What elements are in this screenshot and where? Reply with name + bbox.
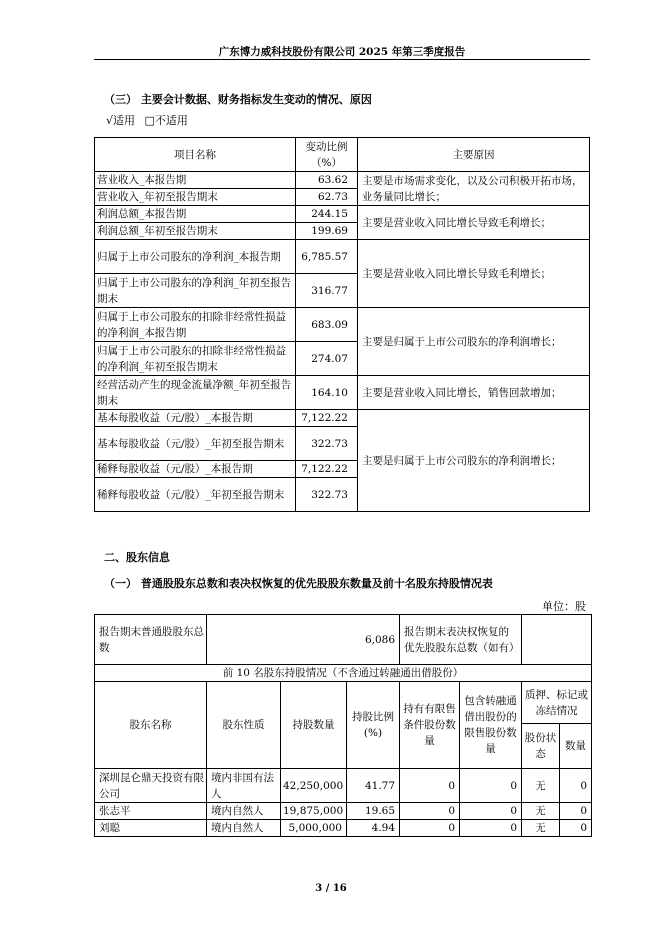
col-header-restricted: 持有有限售条件股份数量 [400, 682, 460, 769]
holder-lent: 0 [460, 769, 522, 803]
shareholder-subsection-title: （一） 普通股股东总数和表决权恢复的优先股股东数量及前十名股东持股情况表 [104, 577, 493, 590]
row-item: 归属于上市公司股东的扣除非经常性损益的净利润_年初至报告期末 [95, 342, 296, 376]
row-reason: 主要是市场需求变化，以及公司积极开拓市场，业务量同比增长； [358, 172, 590, 206]
holder-restricted: 0 [400, 820, 460, 837]
holder-ratio: 41.77 [347, 769, 400, 803]
holder-nature: 境内自然人 [207, 820, 281, 837]
row-item: 经营活动产生的现金流量净额_年初至报告期末 [95, 376, 296, 410]
holder-pledge-status: 无 [522, 769, 560, 803]
row-item: 营业收入_本报告期 [95, 172, 296, 189]
holder-pledge-qty: 0 [560, 769, 592, 803]
row-change: 683.09 [296, 308, 358, 342]
preferred-holders-value [522, 615, 592, 665]
holder-pledge-status: 无 [522, 820, 560, 837]
total-holders-value: 6,086 [207, 615, 400, 665]
holder-nature: 境内自然人 [207, 803, 281, 820]
row-change: 164.10 [296, 376, 358, 410]
holder-lent: 0 [460, 803, 522, 820]
col-header-reason: 主要原因 [358, 138, 590, 172]
header-rule [94, 59, 590, 60]
shareholder-section-title: 二、股东信息 [104, 551, 170, 564]
row-change: 7,122.22 [296, 410, 358, 427]
holder-nature: 境内非国有法人 [207, 769, 281, 803]
col-header-pledge: 质押、标记或冻结情况 [522, 682, 592, 724]
total-holders-label: 报告期末普通股股东总数 [95, 615, 207, 665]
holder-pledge-qty: 0 [560, 820, 592, 837]
row-reason: 主要是归属于上市公司股东的净利润增长； [358, 308, 590, 376]
holder-name: 深圳昆仑鼎天投资有限公司 [95, 769, 207, 803]
row-change: 316.77 [296, 274, 358, 308]
table-row [95, 820, 592, 837]
row-change: 63.62 [296, 172, 358, 189]
row-item: 稀释每股收益（元/股）_本报告期 [95, 461, 296, 478]
row-reason: 主要是营业收入同比增长，销售回款增加； [358, 376, 590, 410]
row-item: 稀释每股收益（元/股）_年初至报告期末 [95, 478, 296, 512]
row-change: 7,122.22 [296, 461, 358, 478]
row-change: 62.73 [296, 189, 358, 206]
row-change: 274.07 [296, 342, 358, 376]
holder-shares: 5,000,000 [281, 820, 347, 837]
financial-change-table [94, 137, 590, 512]
holder-lent: 0 [460, 820, 522, 837]
page-header: 广东博力威科技股份有限公司 2025 年第三季度报告 [218, 46, 466, 58]
row-change: 6,785.57 [296, 240, 358, 274]
holder-shares: 19,875,000 [281, 803, 347, 820]
section-title: （三） 主要会计数据、财务指标发生变动的情况、原因 [104, 93, 372, 106]
holder-name: 张志平 [95, 803, 207, 820]
holder-ratio: 4.94 [347, 820, 400, 837]
col-header-ratio: 持股比例(%) [347, 682, 400, 769]
table-row [95, 769, 592, 803]
col-header-shares: 持股数量 [281, 682, 347, 769]
applicable-checkbox: √适用 [106, 114, 136, 127]
unit-label: 单位：股 [542, 600, 586, 613]
row-item: 基本每股收益（元/股）_本报告期 [95, 410, 296, 427]
preferred-holders-label: 报告期末表决权恢复的优先股股东总数（如有） [400, 615, 522, 665]
col-header-name: 股东名称 [95, 682, 207, 769]
row-item: 基本每股收益（元/股）_年初至报告期末 [95, 427, 296, 461]
row-change: 322.73 [296, 427, 358, 461]
not-applicable-checkbox: □不适用 [144, 114, 188, 127]
col-header-change: 变动比例 （%） [296, 138, 358, 172]
col-header-item: 项目名称 [95, 138, 296, 172]
holder-restricted: 0 [400, 803, 460, 820]
row-item: 归属于上市公司股东的净利润_本报告期 [95, 240, 296, 274]
holder-shares: 42,250,000 [281, 769, 347, 803]
row-item: 营业收入_年初至报告期末 [95, 189, 296, 206]
page-number: 3 / 16 [315, 883, 347, 894]
shareholder-table [94, 614, 592, 837]
row-change: 199.69 [296, 223, 358, 240]
col-header-lent: 包含转融通借出股份的限售股份数量 [460, 682, 522, 769]
top10-title: 前 10 名股东持股情况（不含通过转融通出借股份） [95, 665, 592, 682]
col-header-nature: 股东性质 [207, 682, 281, 769]
row-reason: 主要是营业收入同比增长导致毛利增长； [358, 206, 590, 240]
col-header-pledge-status: 股份状态 [522, 724, 560, 769]
holder-name: 刘聪 [95, 820, 207, 837]
holder-restricted: 0 [400, 769, 460, 803]
row-item: 利润总额_本报告期 [95, 206, 296, 223]
col-header-pledge-qty: 数量 [560, 724, 592, 769]
holder-ratio: 19.65 [347, 803, 400, 820]
row-reason: 主要是营业收入同比增长导致毛利增长； [358, 240, 590, 308]
holder-pledge-status: 无 [522, 803, 560, 820]
row-change: 244.15 [296, 206, 358, 223]
table-row [95, 803, 592, 820]
applicability-row [106, 112, 194, 128]
holder-pledge-qty: 0 [560, 803, 592, 820]
row-change: 322.73 [296, 478, 358, 512]
row-reason: 主要是归属于上市公司股东的净利润增长； [358, 410, 590, 512]
row-item: 利润总额_年初至报告期末 [95, 223, 296, 240]
row-item: 归属于上市公司股东的净利润_年初至报告期末 [95, 274, 296, 308]
row-item: 归属于上市公司股东的扣除非经常性损益的净利润_本报告期 [95, 308, 296, 342]
